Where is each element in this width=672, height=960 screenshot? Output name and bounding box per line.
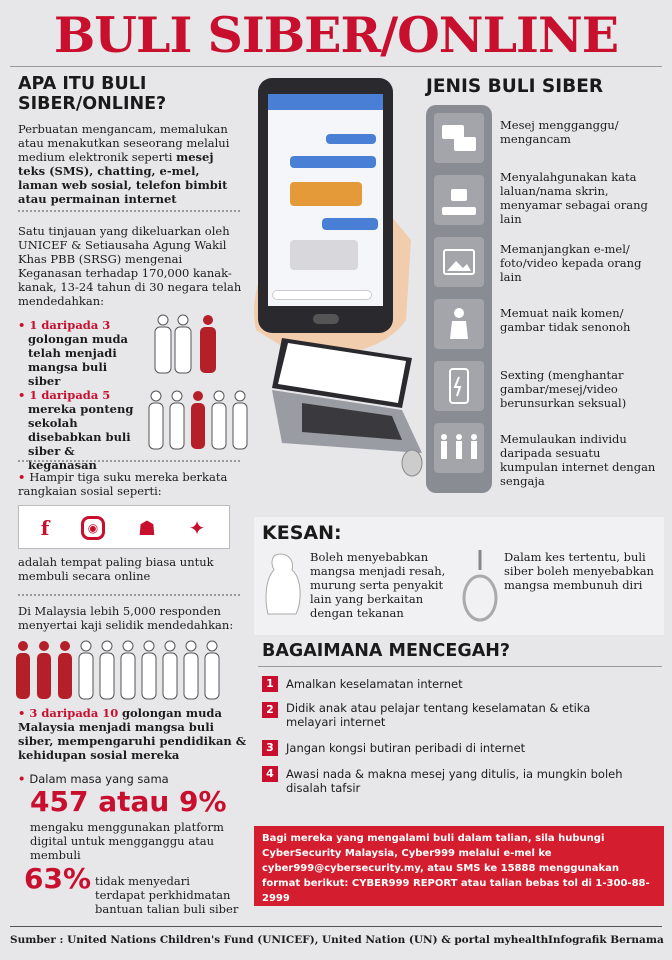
excluded-group-icon [434, 423, 484, 473]
divider [18, 594, 240, 596]
noose-icon [456, 548, 502, 624]
stat1-red: 1 daripada 3 [29, 318, 111, 332]
stat-one-in-three: • 1 daripada 3 golongan muda telah menjadi mangsa buli siber [18, 318, 148, 388]
stat2-bold: buli siber & keganasan [28, 430, 131, 472]
upload-person-icon [434, 299, 484, 349]
big-stat-63: 63% [24, 862, 92, 895]
mouse-icon [400, 448, 424, 478]
social-icons-box [18, 505, 230, 549]
type-item-5: Sexting (menghantar gambar/mesej/video berunsurkan seksual) [500, 368, 627, 410]
left-heading: APA ITU BULI SIBER/ONLINE? [18, 74, 167, 114]
step-number: 1 [262, 676, 278, 692]
distressed-person-icon [258, 548, 306, 620]
prevent-step-2: Didik anak atau pelajar tentang keselamatan & etika melayari internet [286, 701, 591, 729]
step-number: 4 [262, 766, 278, 782]
title-divider [10, 66, 662, 67]
people-1-of-5-icon [146, 388, 258, 452]
big-stat-457: 457 atau 9% [30, 785, 227, 818]
stat2-rest: mereka ponteng sekolah disebabkan [28, 402, 134, 444]
phone-home-button [313, 314, 339, 324]
survey-text: Satu tinjauan yang dikeluarkan oleh UNICEF & Setiausaha Agung Wakil Khas PBB (SRSG) mengenai Keganasan terhadap 170,000 kanak-kanak, 13-24 tahun di 30 negara telah mendedahkan: [18, 224, 242, 308]
step-number: 2 [262, 702, 278, 718]
chat-bubbles-icon [434, 113, 484, 163]
social-after: adalah tempat paling biasa untuk membuli secara online [18, 555, 214, 583]
malaysia-intro: Di Malaysia lebih 5,000 responden menyertai kaji selidik mendedahkan: [18, 604, 234, 632]
prevent-step-1: Amalkan keselamatan internet [286, 677, 463, 691]
twitter-icon: ✦ [188, 516, 206, 540]
prevent-step-3: Jangan kongsi butiran peribadi di internet [286, 741, 526, 755]
instagram-icon: ◉ [81, 516, 105, 540]
divider [18, 460, 240, 462]
stat3-red: 3 daripada 10 [29, 706, 119, 720]
kesan-heading: KESAN: [262, 522, 342, 544]
people-3-of-10-icon [14, 638, 230, 702]
stat-one-in-five: • 1 daripada 5 mereka ponteng sekolah disebabkan buli siber & keganasan [18, 388, 134, 472]
laptop-illustration [262, 328, 437, 468]
prevent-step-4: Awasi nada & makna mesej yang ditulis, ia mungkin boleh disalah tafsir [286, 767, 623, 795]
intro-bold: mesej teks (SMS), chatting, e-mel, laman web sosial, telefon bimbit atau permainan internet [18, 150, 228, 206]
type-item-2: Menyalahgunakan kata laluan/nama skrin, menyamar sebagai orang lain [500, 170, 648, 226]
lock-password-icon [434, 175, 484, 225]
infografik-credit: Infografik Bernama [548, 934, 664, 946]
intro-plain: Perbuatan mengancam, memalukan atau menakutkan seseorang melalui medium elektronik seperti [18, 122, 230, 164]
stat2-red: 1 daripada 5 [29, 388, 111, 402]
source-credit: Sumber : United Nations Children's Fund (UNICEF), United Nation (UN) & portal myhealth [10, 934, 549, 946]
snapchat-icon: ☗ [138, 516, 156, 540]
page-title: BULI SIBER/ONLINE [53, 6, 619, 64]
people-1-of-3-icon [150, 312, 228, 376]
messenger-bar [268, 94, 383, 110]
social-intro-text: Hampir tiga suku mereka berkata rangkaian sosial seperti: [18, 470, 228, 498]
effect-anxiety: Boleh menyebabkan mangsa menjadi resah, murung serta penyakit lain yang berkaitan dengan tekanan [310, 550, 446, 620]
right-heading: JENIS BULI SIBER [426, 76, 604, 97]
type-item-4: Memuat naik komen/ gambar tidak senonoh [500, 306, 631, 334]
type-item-3: Memanjangkan e-mel/ foto/video kepada orang lain [500, 242, 642, 284]
social-intro: • Hampir tiga suku mereka berkata rangkaian sosial seperti: [18, 470, 228, 498]
stat-three-in-ten: • 3 daripada 10 golongan muda Malaysia menjadi mangsa buli siber, mempengaruhi pendidikan & kehidupan sosial mereka [18, 706, 247, 762]
type-item-6: Memulaukan individu daripada sesuatu kumpulan internet dengan sengaja [500, 432, 656, 488]
stat3-rest: golongan muda Malaysia menjadi mangsa buli siber, mempengaruhi pendidikan & kehidupan sosial mereka [18, 706, 247, 762]
big-stat-63-text: tidak menyedari terdapat perkhidmatan bantuan talian buli siber [95, 874, 239, 916]
phone-sexting-icon [434, 361, 484, 411]
same-time: • Dalam masa yang sama [18, 772, 169, 786]
stat1-rest: golongan muda telah menjadi mangsa buli siber [28, 332, 128, 388]
step-number: 3 [262, 740, 278, 756]
big-stat-457-text: mengaku menggunakan platform digital untuk mengganggu atau membuli [30, 820, 224, 862]
smartphone-illustration [258, 78, 393, 333]
same-time-text: Dalam masa yang sama [29, 772, 169, 786]
helpline-box: Bagi mereka yang mengalami buli dalam talian, sila hubungi CyberSecurity Malaysia, Cyber999 melalui e-mel ke cyber999@cybersecurity.my, atau SMS ke 15888 menggunakan format berikut: CYBER999 REPORT atau talian bebas tol di 1-300-88-2999 [254, 826, 664, 906]
types-icon-panel [426, 105, 492, 493]
intro-paragraph [18, 122, 243, 206]
big-stat-63-text-a [95, 874, 240, 916]
prevent-divider [258, 666, 662, 667]
facebook-icon: f [40, 516, 50, 540]
footer-divider [10, 926, 662, 927]
prevent-heading: BAGAIMANA MENCEGAH? [262, 641, 511, 661]
effect-suicide: Dalam kes tertentu, buli siber boleh menyebabkan mangsa membunuh diri [504, 550, 654, 592]
image-icon [434, 237, 484, 287]
type-item-1: Mesej mengganggu/ mengancam [500, 118, 619, 146]
phone-screen [268, 94, 383, 306]
divider [18, 210, 240, 212]
